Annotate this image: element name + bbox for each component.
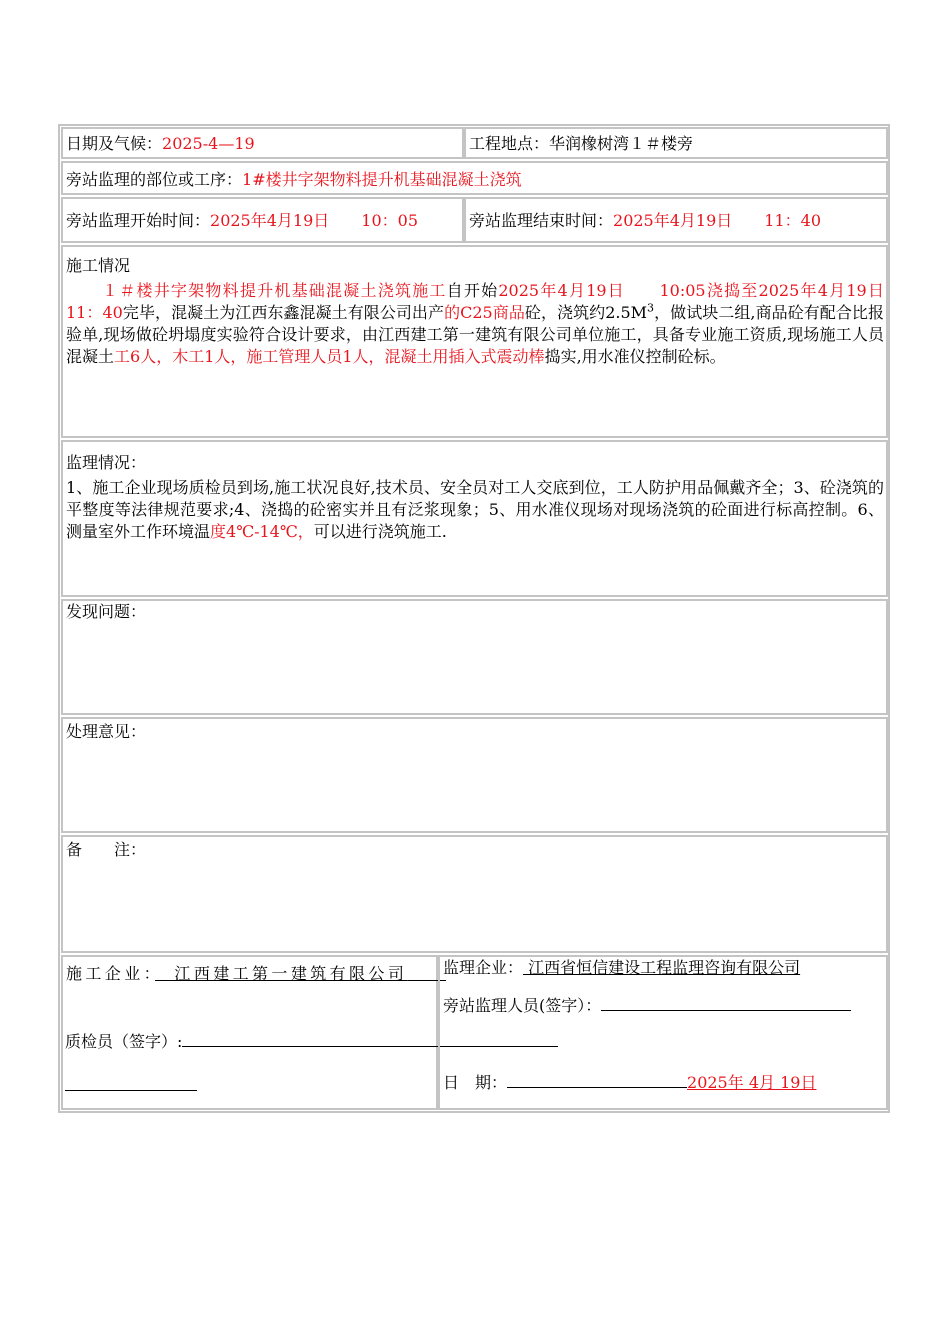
location-cell (464, 127, 888, 159)
supervision-section (61, 440, 888, 597)
sign-date-line (443, 1071, 816, 1094)
end-time-label: 旁站监理结束时间： (469, 211, 614, 230)
date-weather-value: 2025-4—19 (162, 134, 255, 153)
staff-line (443, 994, 851, 1017)
supervisor-label: 监理企业： (443, 958, 524, 977)
handling-title: 处理意见： (66, 722, 147, 741)
staff-label: 旁站监理人员(签字）： (443, 996, 602, 1015)
end-time-cell (464, 197, 888, 243)
end-time-value: 2025年4月19日 11：40 (613, 211, 821, 230)
contractor-value: 江西建工第一建筑有限公司 (155, 964, 447, 983)
construction-title: 施工情况 (66, 256, 131, 275)
start-time-value: 2025年4月19日 10：05 (210, 211, 418, 230)
construction-text: １＃楼井字架物料提升机基础混凝土浇筑施工自开始2025年4月19日 10:05浇捣至2025年4月19日 11：40完毕，混凝土为江西东鑫混凝土有限公司出产的C25商品砼，浇筑约$2.5M^3$，做试块二组,商品砼有配合比报验单,现场做砼坍塌度实验符合设计要求，由江西建工第一建筑有限公司单位施工，具备专业施工资质,现场施工人员混凝土工6人，木工1人，施工管理人员1人，混凝土用插入式震动棒捣实,用水准仪控制砼标。 (66, 281, 916, 366)
inspector-sign-line-cont (65, 1071, 197, 1091)
inspector-label: 质检员（签字）: (65, 1032, 183, 1051)
construction-section (61, 245, 916, 438)
sign-date-label: 日 期： (443, 1073, 508, 1092)
work-part-value: 1#楼井字架物料提升机基础混凝土浇筑 (242, 170, 522, 189)
supervisor-value: 江西省恒信建设工程监理咨询有限公司 (523, 958, 801, 977)
remarks-title: 备 注： (66, 840, 147, 859)
date-weather-cell (61, 127, 464, 159)
problems-section (61, 599, 888, 715)
start-time-cell (61, 197, 464, 243)
work-part-cell (61, 161, 888, 195)
supervision-title: 监理情况： (66, 453, 147, 472)
supervisor-sign-cell (438, 955, 888, 1110)
start-time-label: 旁站监理开始时间： (66, 211, 211, 230)
sign-date-blank (507, 1071, 687, 1088)
remarks-section (61, 835, 888, 953)
problems-title: 发现问题： (66, 602, 147, 621)
supervision-text: 1、施工企业现场质检员到场,施工状况良好,技术员、安全员对工人交底到位，工人防护用品佩戴齐全；3、砼浇筑的平整度等法律规范要求;4、浇捣的砼密实并且有泛浆现象；5、用水准仪现场对现场浇筑的砼面进行标高控制。6、测量室外工作环境温度4℃-14℃，可以进行浇筑施工. (66, 478, 884, 541)
work-part-label: 旁站监理的部位或工序： (66, 170, 243, 189)
staff-sign-line (601, 994, 851, 1011)
location-label: 工程地点： (469, 134, 550, 153)
date-weather-label: 日期及气候： (66, 134, 163, 153)
sign-date-value: 2025年 4月 19日 (687, 1073, 817, 1092)
handling-section (61, 717, 888, 833)
location-value: 华润橡树湾１＃楼旁 (549, 134, 694, 153)
contractor-label: 施工企业： (66, 964, 156, 983)
contractor-sign-cell (61, 955, 447, 1110)
supervisor-line (443, 957, 800, 979)
contractor-line (66, 957, 447, 990)
